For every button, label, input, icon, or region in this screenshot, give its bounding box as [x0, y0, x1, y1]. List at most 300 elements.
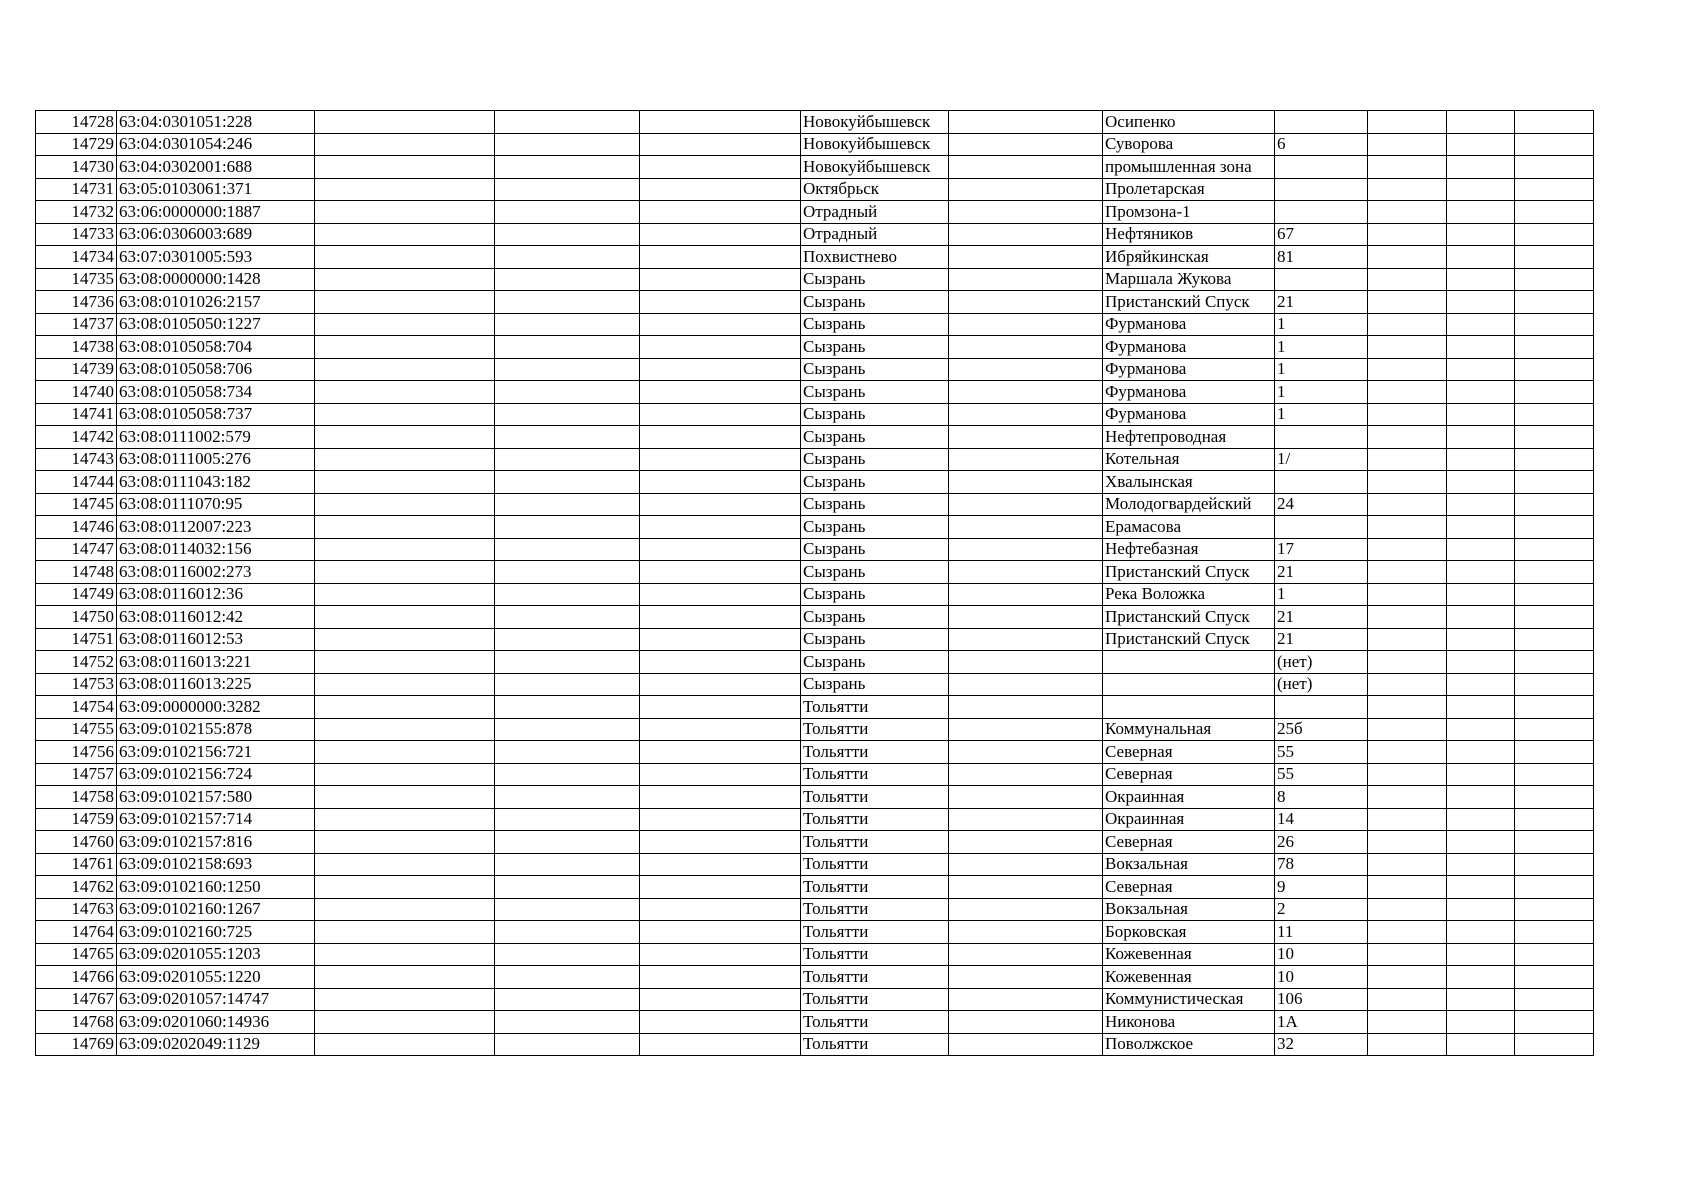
col-4-cell — [495, 1033, 640, 1056]
house-number-cell: 10 — [1275, 943, 1368, 966]
col-7-cell — [949, 516, 1103, 539]
col-4-cell — [495, 876, 640, 899]
cadastral-number-cell: 63:08:0112007:223 — [117, 516, 315, 539]
col-3-cell — [315, 133, 495, 156]
table-row — [36, 583, 1594, 606]
cadastral-number-cell: 63:09:0201055:1203 — [117, 943, 315, 966]
col-7-cell — [949, 493, 1103, 516]
house-number-cell: 55 — [1275, 741, 1368, 764]
col-5-cell — [640, 426, 801, 449]
city-cell: Тольятти — [801, 921, 949, 944]
row-number-cell: 14764 — [36, 921, 117, 944]
row-number-cell: 14731 — [36, 178, 117, 201]
col-10-cell — [1368, 201, 1447, 224]
house-number-cell: 67 — [1275, 223, 1368, 246]
col-4-cell — [495, 111, 640, 134]
col-4-cell — [495, 178, 640, 201]
col-12-cell — [1515, 718, 1594, 741]
col-10-cell — [1368, 966, 1447, 989]
house-number-cell — [1275, 696, 1368, 719]
house-number-cell — [1275, 471, 1368, 494]
house-number-cell — [1275, 516, 1368, 539]
col-5-cell — [640, 268, 801, 291]
city-cell: Отрадный — [801, 223, 949, 246]
row-number-cell: 14759 — [36, 808, 117, 831]
col-5-cell — [640, 898, 801, 921]
col-10-cell — [1368, 336, 1447, 359]
city-cell: Тольятти — [801, 786, 949, 809]
table-row — [36, 606, 1594, 629]
col-4-cell — [495, 381, 640, 404]
row-number-cell: 14738 — [36, 336, 117, 359]
col-5-cell — [640, 561, 801, 584]
col-3-cell — [315, 696, 495, 719]
col-11-cell — [1447, 223, 1515, 246]
table-row — [36, 156, 1594, 179]
col-11-cell — [1447, 651, 1515, 674]
col-11-cell — [1447, 921, 1515, 944]
row-number-cell: 14728 — [36, 111, 117, 134]
col-3-cell — [315, 291, 495, 314]
col-3-cell — [315, 988, 495, 1011]
col-10-cell — [1368, 763, 1447, 786]
col-12-cell — [1515, 673, 1594, 696]
col-12-cell — [1515, 786, 1594, 809]
city-cell: Тольятти — [801, 988, 949, 1011]
col-10-cell — [1368, 696, 1447, 719]
house-number-cell: 81 — [1275, 246, 1368, 269]
house-number-cell: 26 — [1275, 831, 1368, 854]
house-number-cell: 21 — [1275, 561, 1368, 584]
cadastral-number-cell: 63:08:0105050:1227 — [117, 313, 315, 336]
col-3-cell — [315, 808, 495, 831]
col-10-cell — [1368, 133, 1447, 156]
col-5-cell — [640, 988, 801, 1011]
street-cell: Суворова — [1103, 133, 1275, 156]
col-12-cell — [1515, 178, 1594, 201]
house-number-cell: 106 — [1275, 988, 1368, 1011]
street-cell: Окраинная — [1103, 808, 1275, 831]
registry-table — [35, 110, 1594, 1056]
col-10-cell — [1368, 561, 1447, 584]
table-row — [36, 741, 1594, 764]
city-cell: Тольятти — [801, 831, 949, 854]
col-11-cell — [1447, 156, 1515, 179]
col-12-cell — [1515, 246, 1594, 269]
col-5-cell — [640, 201, 801, 224]
street-cell: Фурманова — [1103, 381, 1275, 404]
col-3-cell — [315, 358, 495, 381]
house-number-cell: 1 — [1275, 358, 1368, 381]
city-cell: Сызрань — [801, 651, 949, 674]
cadastral-number-cell: 63:09:0102160:1250 — [117, 876, 315, 899]
col-12-cell — [1515, 448, 1594, 471]
table-row — [36, 493, 1594, 516]
col-11-cell — [1447, 358, 1515, 381]
street-cell: Кожевенная — [1103, 966, 1275, 989]
col-10-cell — [1368, 988, 1447, 1011]
col-12-cell — [1515, 156, 1594, 179]
col-5-cell — [640, 943, 801, 966]
col-10-cell — [1368, 358, 1447, 381]
row-number-cell: 14734 — [36, 246, 117, 269]
table-row — [36, 853, 1594, 876]
col-4-cell — [495, 853, 640, 876]
row-number-cell: 14756 — [36, 741, 117, 764]
col-5-cell — [640, 786, 801, 809]
city-cell: Похвистнево — [801, 246, 949, 269]
street-cell — [1103, 673, 1275, 696]
street-cell: Никонова — [1103, 1011, 1275, 1034]
col-4-cell — [495, 898, 640, 921]
cadastral-number-cell: 63:09:0000000:3282 — [117, 696, 315, 719]
col-10-cell — [1368, 1033, 1447, 1056]
table-row — [36, 988, 1594, 1011]
col-12-cell — [1515, 741, 1594, 764]
row-number-cell: 14744 — [36, 471, 117, 494]
city-cell: Сызрань — [801, 493, 949, 516]
cadastral-number-cell: 63:08:0105058:734 — [117, 381, 315, 404]
col-11-cell — [1447, 583, 1515, 606]
col-7-cell — [949, 853, 1103, 876]
table-row — [36, 111, 1594, 134]
row-number-cell: 14758 — [36, 786, 117, 809]
col-4-cell — [495, 561, 640, 584]
col-12-cell — [1515, 111, 1594, 134]
col-3-cell — [315, 268, 495, 291]
table-row — [36, 696, 1594, 719]
house-number-cell: 1А — [1275, 1011, 1368, 1034]
house-number-cell: 8 — [1275, 786, 1368, 809]
city-cell: Новокуйбышевск — [801, 133, 949, 156]
table-row — [36, 381, 1594, 404]
table-row — [36, 831, 1594, 854]
col-5-cell — [640, 763, 801, 786]
col-10-cell — [1368, 471, 1447, 494]
col-4-cell — [495, 1011, 640, 1034]
row-number-cell: 14733 — [36, 223, 117, 246]
cadastral-number-cell: 63:09:0201057:14747 — [117, 988, 315, 1011]
house-number-cell: 6 — [1275, 133, 1368, 156]
col-11-cell — [1447, 808, 1515, 831]
table-row — [36, 876, 1594, 899]
col-11-cell — [1447, 1011, 1515, 1034]
street-cell: Фурманова — [1103, 313, 1275, 336]
row-number-cell: 14762 — [36, 876, 117, 899]
street-cell — [1103, 696, 1275, 719]
col-3-cell — [315, 336, 495, 359]
col-7-cell — [949, 808, 1103, 831]
col-11-cell — [1447, 291, 1515, 314]
table-row — [36, 808, 1594, 831]
house-number-cell: (нет) — [1275, 673, 1368, 696]
col-7-cell — [949, 988, 1103, 1011]
col-7-cell — [949, 246, 1103, 269]
col-7-cell — [949, 898, 1103, 921]
col-10-cell — [1368, 628, 1447, 651]
street-cell: Нефтяников — [1103, 223, 1275, 246]
col-10-cell — [1368, 808, 1447, 831]
col-5-cell — [640, 516, 801, 539]
col-5-cell — [640, 853, 801, 876]
col-4-cell — [495, 291, 640, 314]
col-5-cell — [640, 223, 801, 246]
col-5-cell — [640, 583, 801, 606]
col-12-cell — [1515, 426, 1594, 449]
cadastral-number-cell: 63:09:0102156:721 — [117, 741, 315, 764]
col-11-cell — [1447, 493, 1515, 516]
cadastral-number-cell: 63:04:0302001:688 — [117, 156, 315, 179]
house-number-cell: 10 — [1275, 966, 1368, 989]
col-12-cell — [1515, 1033, 1594, 1056]
col-7-cell — [949, 336, 1103, 359]
street-cell: Осипенко — [1103, 111, 1275, 134]
col-4-cell — [495, 808, 640, 831]
col-7-cell — [949, 673, 1103, 696]
col-4-cell — [495, 156, 640, 179]
col-11-cell — [1447, 696, 1515, 719]
cadastral-number-cell: 63:08:0101026:2157 — [117, 291, 315, 314]
col-10-cell — [1368, 606, 1447, 629]
col-12-cell — [1515, 831, 1594, 854]
row-number-cell: 14760 — [36, 831, 117, 854]
col-4-cell — [495, 718, 640, 741]
col-12-cell — [1515, 493, 1594, 516]
city-cell: Тольятти — [801, 876, 949, 899]
col-11-cell — [1447, 673, 1515, 696]
street-cell: Ерамасова — [1103, 516, 1275, 539]
col-5-cell — [640, 718, 801, 741]
col-10-cell — [1368, 291, 1447, 314]
col-3-cell — [315, 966, 495, 989]
table-row — [36, 718, 1594, 741]
col-11-cell — [1447, 381, 1515, 404]
col-10-cell — [1368, 673, 1447, 696]
cadastral-number-cell: 63:08:0111043:182 — [117, 471, 315, 494]
col-12-cell — [1515, 943, 1594, 966]
col-3-cell — [315, 246, 495, 269]
col-11-cell — [1447, 786, 1515, 809]
col-11-cell — [1447, 246, 1515, 269]
col-5-cell — [640, 628, 801, 651]
col-11-cell — [1447, 313, 1515, 336]
col-3-cell — [315, 853, 495, 876]
col-4-cell — [495, 268, 640, 291]
cadastral-number-cell: 63:08:0000000:1428 — [117, 268, 315, 291]
street-cell: Фурманова — [1103, 336, 1275, 359]
table-row — [36, 516, 1594, 539]
col-12-cell — [1515, 763, 1594, 786]
col-3-cell — [315, 583, 495, 606]
col-10-cell — [1368, 493, 1447, 516]
col-3-cell — [315, 628, 495, 651]
street-cell: Пристанский Спуск — [1103, 561, 1275, 584]
table-row — [36, 471, 1594, 494]
col-3-cell — [315, 426, 495, 449]
col-3-cell — [315, 561, 495, 584]
col-12-cell — [1515, 898, 1594, 921]
col-5-cell — [640, 876, 801, 899]
col-3-cell — [315, 403, 495, 426]
table-row — [36, 921, 1594, 944]
house-number-cell: 1/ — [1275, 448, 1368, 471]
col-7-cell — [949, 291, 1103, 314]
street-cell: Коммунальная — [1103, 718, 1275, 741]
street-cell: Окраинная — [1103, 786, 1275, 809]
house-number-cell: 17 — [1275, 538, 1368, 561]
city-cell: Новокуйбышевск — [801, 156, 949, 179]
col-3-cell — [315, 448, 495, 471]
col-12-cell — [1515, 358, 1594, 381]
cadastral-number-cell: 63:04:0301051:228 — [117, 111, 315, 134]
col-5-cell — [640, 133, 801, 156]
col-3-cell — [315, 921, 495, 944]
col-11-cell — [1447, 403, 1515, 426]
cadastral-number-cell: 63:08:0105058:737 — [117, 403, 315, 426]
col-4-cell — [495, 741, 640, 764]
table-row — [36, 313, 1594, 336]
col-11-cell — [1447, 268, 1515, 291]
col-10-cell — [1368, 786, 1447, 809]
table-row — [36, 673, 1594, 696]
street-cell: Котельная — [1103, 448, 1275, 471]
col-7-cell — [949, 358, 1103, 381]
table-row — [36, 358, 1594, 381]
col-12-cell — [1515, 853, 1594, 876]
col-7-cell — [949, 786, 1103, 809]
table-row — [36, 628, 1594, 651]
street-cell: Кожевенная — [1103, 943, 1275, 966]
col-12-cell — [1515, 336, 1594, 359]
col-11-cell — [1447, 133, 1515, 156]
city-cell: Тольятти — [801, 763, 949, 786]
city-cell: Сызрань — [801, 516, 949, 539]
col-4-cell — [495, 133, 640, 156]
row-number-cell: 14739 — [36, 358, 117, 381]
col-10-cell — [1368, 583, 1447, 606]
row-number-cell: 14766 — [36, 966, 117, 989]
col-12-cell — [1515, 291, 1594, 314]
col-10-cell — [1368, 156, 1447, 179]
cadastral-number-cell: 63:09:0102157:580 — [117, 786, 315, 809]
cadastral-number-cell: 63:09:0102158:693 — [117, 853, 315, 876]
col-12-cell — [1515, 808, 1594, 831]
col-7-cell — [949, 268, 1103, 291]
col-7-cell — [949, 876, 1103, 899]
cadastral-number-cell: 63:08:0111005:276 — [117, 448, 315, 471]
col-3-cell — [315, 651, 495, 674]
row-number-cell: 14763 — [36, 898, 117, 921]
row-number-cell: 14748 — [36, 561, 117, 584]
col-12-cell — [1515, 1011, 1594, 1034]
col-12-cell — [1515, 696, 1594, 719]
cadastral-number-cell: 63:08:0116002:273 — [117, 561, 315, 584]
city-cell: Сызрань — [801, 291, 949, 314]
row-number-cell: 14754 — [36, 696, 117, 719]
street-cell: Северная — [1103, 741, 1275, 764]
col-5-cell — [640, 178, 801, 201]
col-4-cell — [495, 651, 640, 674]
street-cell: Фурманова — [1103, 358, 1275, 381]
street-cell: Хвалынская — [1103, 471, 1275, 494]
city-cell: Тольятти — [801, 966, 949, 989]
col-12-cell — [1515, 516, 1594, 539]
col-7-cell — [949, 381, 1103, 404]
cadastral-number-cell: 63:09:0202049:1129 — [117, 1033, 315, 1056]
cadastral-number-cell: 63:08:0111070:95 — [117, 493, 315, 516]
row-number-cell: 14755 — [36, 718, 117, 741]
col-11-cell — [1447, 448, 1515, 471]
col-7-cell — [949, 471, 1103, 494]
col-11-cell — [1447, 201, 1515, 224]
col-11-cell — [1447, 606, 1515, 629]
col-4-cell — [495, 696, 640, 719]
col-5-cell — [640, 111, 801, 134]
col-5-cell — [640, 741, 801, 764]
col-4-cell — [495, 448, 640, 471]
city-cell: Тольятти — [801, 943, 949, 966]
col-4-cell — [495, 606, 640, 629]
col-11-cell — [1447, 111, 1515, 134]
col-3-cell — [315, 381, 495, 404]
col-3-cell — [315, 763, 495, 786]
col-3-cell — [315, 313, 495, 336]
city-cell: Сызрань — [801, 336, 949, 359]
col-4-cell — [495, 943, 640, 966]
cadastral-number-cell: 63:07:0301005:593 — [117, 246, 315, 269]
table-row — [36, 201, 1594, 224]
house-number-cell: 1 — [1275, 403, 1368, 426]
street-cell: Поволжское — [1103, 1033, 1275, 1056]
col-7-cell — [949, 943, 1103, 966]
house-number-cell: 55 — [1275, 763, 1368, 786]
col-5-cell — [640, 291, 801, 314]
col-12-cell — [1515, 651, 1594, 674]
col-7-cell — [949, 403, 1103, 426]
col-3-cell — [315, 741, 495, 764]
col-12-cell — [1515, 628, 1594, 651]
cadastral-number-cell: 63:08:0116012:36 — [117, 583, 315, 606]
col-3-cell — [315, 606, 495, 629]
col-12-cell — [1515, 403, 1594, 426]
col-5-cell — [640, 313, 801, 336]
house-number-cell — [1275, 426, 1368, 449]
cadastral-number-cell: 63:08:0116012:42 — [117, 606, 315, 629]
house-number-cell: 32 — [1275, 1033, 1368, 1056]
col-12-cell — [1515, 538, 1594, 561]
col-7-cell — [949, 741, 1103, 764]
city-cell: Сызрань — [801, 426, 949, 449]
row-number-cell: 14752 — [36, 651, 117, 674]
table-row — [36, 1033, 1594, 1056]
cadastral-number-cell: 63:09:0102160:1267 — [117, 898, 315, 921]
house-number-cell: 78 — [1275, 853, 1368, 876]
col-10-cell — [1368, 921, 1447, 944]
col-10-cell — [1368, 246, 1447, 269]
col-11-cell — [1447, 426, 1515, 449]
col-10-cell — [1368, 718, 1447, 741]
house-number-cell: 1 — [1275, 381, 1368, 404]
col-11-cell — [1447, 178, 1515, 201]
col-5-cell — [640, 403, 801, 426]
cadastral-number-cell: 63:08:0114032:156 — [117, 538, 315, 561]
col-3-cell — [315, 538, 495, 561]
city-cell: Сызрань — [801, 381, 949, 404]
table-row — [36, 1011, 1594, 1034]
city-cell: Сызрань — [801, 268, 949, 291]
table-row — [36, 943, 1594, 966]
col-3-cell — [315, 201, 495, 224]
